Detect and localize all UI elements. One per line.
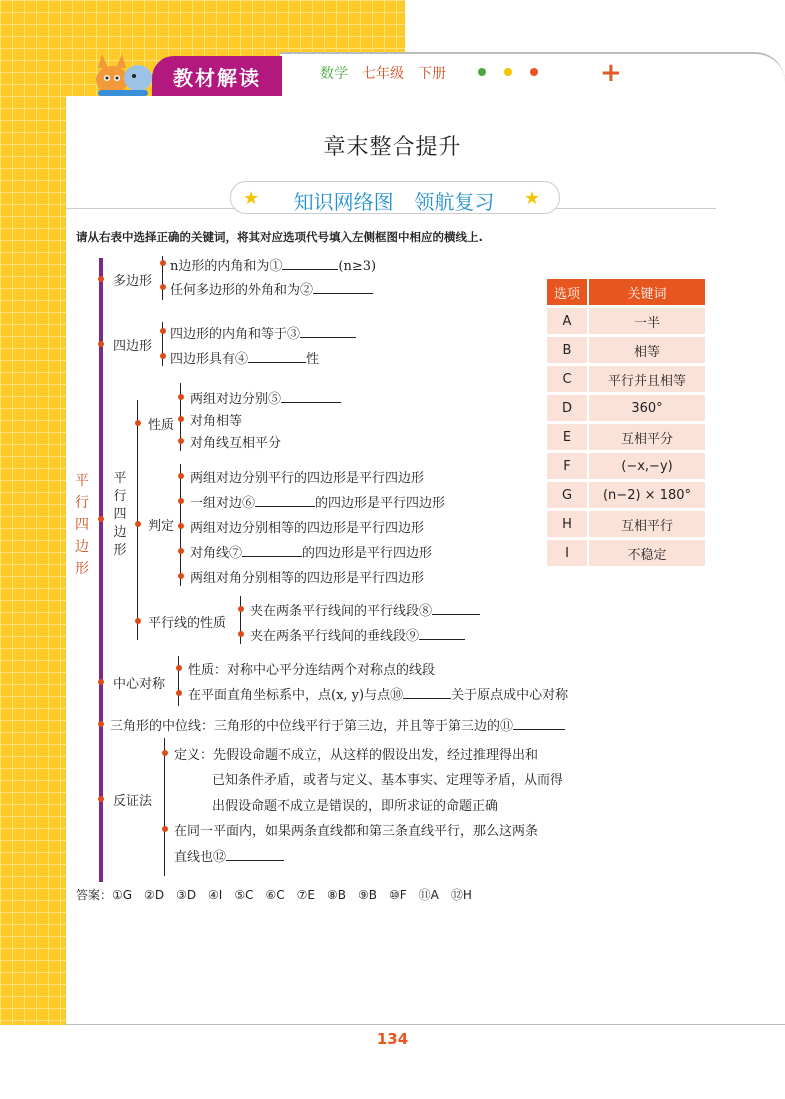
polygon-item2: 任何多边形的外角和为② (170, 279, 373, 298)
keyword-cell: 相等 (589, 337, 705, 363)
quadrilateral-item2: 四边形具有④ 性 (170, 352, 320, 367)
contradiction-item2: 在同一平面内，如果两条直线都和第三条直线平行，那么这两条 (174, 824, 539, 839)
section-heading-right: 领航复习 (414, 190, 495, 214)
star-icon: ★ (243, 188, 260, 209)
criteria-item: 两组对边分别相等的四边形是平行四边形 (190, 521, 425, 536)
property-item: 对角相等 (190, 414, 243, 429)
quadrilateral-item1: 四边形的内角和等于③ (170, 323, 356, 342)
node-dot (178, 438, 184, 444)
property-item: 两组对边分别⑤ (190, 388, 341, 407)
criteria-item: 两组对边分别平行的四边形是平行四边形 (190, 471, 425, 486)
parallel-lines-label: 平行线的性质 (148, 616, 227, 631)
yellow-dot-icon (504, 68, 512, 76)
table-header-row (547, 279, 705, 305)
node-dot (176, 690, 182, 696)
option-cell: A (547, 308, 589, 334)
node-dot (176, 665, 182, 671)
option-cell: B (547, 337, 589, 363)
table-row (547, 540, 705, 566)
node-dot (98, 276, 104, 282)
subject-label: 数学 (320, 66, 348, 82)
contradiction-def-line: 已知条件矛盾，或者与定义、基本事实、定理等矛盾，从而得 (212, 773, 564, 788)
answers-line: 答案：①G ②D ③D ④I ⑤C ⑥C ⑦E ⑧B ⑨B ⑩F ⑪A ⑫H (76, 888, 472, 902)
node-dot (160, 260, 166, 266)
parallelogram-label: 平行四边形 (113, 471, 127, 558)
contradiction-label: 反证法 (113, 794, 153, 809)
keyword-cell: 360° (589, 395, 705, 421)
table-row (547, 511, 705, 537)
node-dot (178, 573, 184, 579)
table-row (547, 482, 705, 508)
table-row (547, 337, 705, 363)
contradiction-def-line: 定义：先假设命题不成立，从这样的假设出发，经过推理得出和 (174, 748, 539, 763)
bracket-line (137, 400, 138, 640)
main-spine (99, 258, 103, 882)
criteria-item: 一组对边⑥ 的四边形是平行四边形 (190, 496, 446, 511)
option-cell: I (547, 540, 589, 566)
option-cell: H (547, 511, 589, 537)
criteria-item: 对角线⑦ 的四边形是平行四边形 (190, 546, 433, 561)
central-symmetry-label: 中心对称 (113, 677, 166, 692)
table-row (547, 453, 705, 479)
polygon-item1: n边形的内角和为① (n≥3) (170, 259, 377, 274)
node-dot (98, 341, 104, 347)
option-cell: F (547, 453, 589, 479)
chapter-title: 章末整合提升 (323, 135, 462, 160)
quadrilateral-label: 四边形 (113, 339, 153, 354)
properties-label: 性质 (148, 418, 175, 433)
table-row (547, 366, 705, 392)
bracket-line (164, 738, 165, 876)
criteria-label: 判定 (148, 519, 175, 534)
central-symmetry-item2: 在平面直角坐标系中，点(x, y)与点⑩ 关于原点成中心对称 (188, 688, 569, 703)
midline-item: 三角形的中位线：三角形的中位线平行于第三边，并且等于第三边的⑪ (110, 715, 565, 734)
option-cell: E (547, 424, 589, 450)
volume-label: 下册 (418, 66, 446, 82)
node-dot (135, 618, 141, 624)
section-heading-left: 知识网络图 (293, 190, 394, 214)
star-icon: ★ (524, 188, 541, 209)
contradiction-item2-cont: 直线也⑫ (174, 846, 284, 865)
keyword-cell: (−x,−y) (589, 453, 705, 479)
option-cell: C (547, 366, 589, 392)
central-symmetry-item1: 性质：对称中心平分连结两个对称点的线段 (188, 663, 436, 678)
header-bar (280, 52, 785, 100)
node-dot (178, 498, 184, 504)
grade-label: 七年级 (362, 66, 404, 82)
keyword-cell: 互相平行 (589, 511, 705, 537)
book-title: 教材解读 (152, 56, 282, 96)
footer-rule (66, 1024, 785, 1025)
node-dot (238, 606, 244, 612)
node-dot (178, 523, 184, 529)
table-row (547, 424, 705, 450)
node-dot (135, 521, 141, 527)
option-header: 选项 (547, 279, 589, 305)
keyword-cell: 不稳定 (589, 540, 705, 566)
parallel-lines-item: 夹在两条平行线间的垂线段⑨ (250, 625, 465, 644)
node-dot (178, 548, 184, 554)
section-heading (230, 186, 558, 215)
contradiction-def-line: 出假设命题不成立是错误的，即所求证的命题正确 (212, 799, 499, 814)
option-cell: G (547, 482, 589, 508)
node-dot (160, 328, 166, 334)
node-dot (135, 420, 141, 426)
parallel-lines-item: 夹在两条平行线间的平行线段⑧ (250, 600, 480, 619)
node-dot (178, 394, 184, 400)
node-dot (98, 796, 104, 802)
node-dot (178, 416, 184, 422)
green-dot-icon (478, 68, 486, 76)
node-dot (98, 721, 104, 727)
plus-icon: + (600, 58, 622, 88)
node-dot (238, 631, 244, 637)
orange-dot-icon (530, 68, 538, 76)
instruction-text: 请从右表中选择正确的关键词，将其对应选项代号填入左侧框图中相应的横线上. (76, 230, 483, 244)
keyword-table (547, 276, 705, 569)
node-dot (162, 826, 168, 832)
keyword-header: 关键词 (589, 279, 705, 305)
property-item: 对角线互相平分 (190, 436, 282, 451)
criteria-item: 两组对角分别相等的四边形是平行四边形 (190, 571, 425, 586)
node-dot (160, 353, 166, 359)
option-cell: D (547, 395, 589, 421)
mascot-logo (88, 54, 154, 98)
keyword-cell: 互相平分 (589, 424, 705, 450)
table-row (547, 395, 705, 421)
node-dot (160, 284, 166, 290)
table-row (547, 308, 705, 334)
main-topic-label: 平行四边形 (75, 473, 89, 577)
node-dot (178, 473, 184, 479)
keyword-cell: 平行并且相等 (589, 366, 705, 392)
page-number: 134 (376, 1030, 409, 1048)
keyword-cell: (n−2) × 180° (589, 482, 705, 508)
node-dot (98, 516, 104, 522)
keyword-cell: 一半 (589, 308, 705, 334)
bracket-line (178, 656, 179, 706)
node-dot (162, 750, 168, 756)
polygon-label: 多边形 (113, 274, 153, 289)
node-dot (98, 679, 104, 685)
